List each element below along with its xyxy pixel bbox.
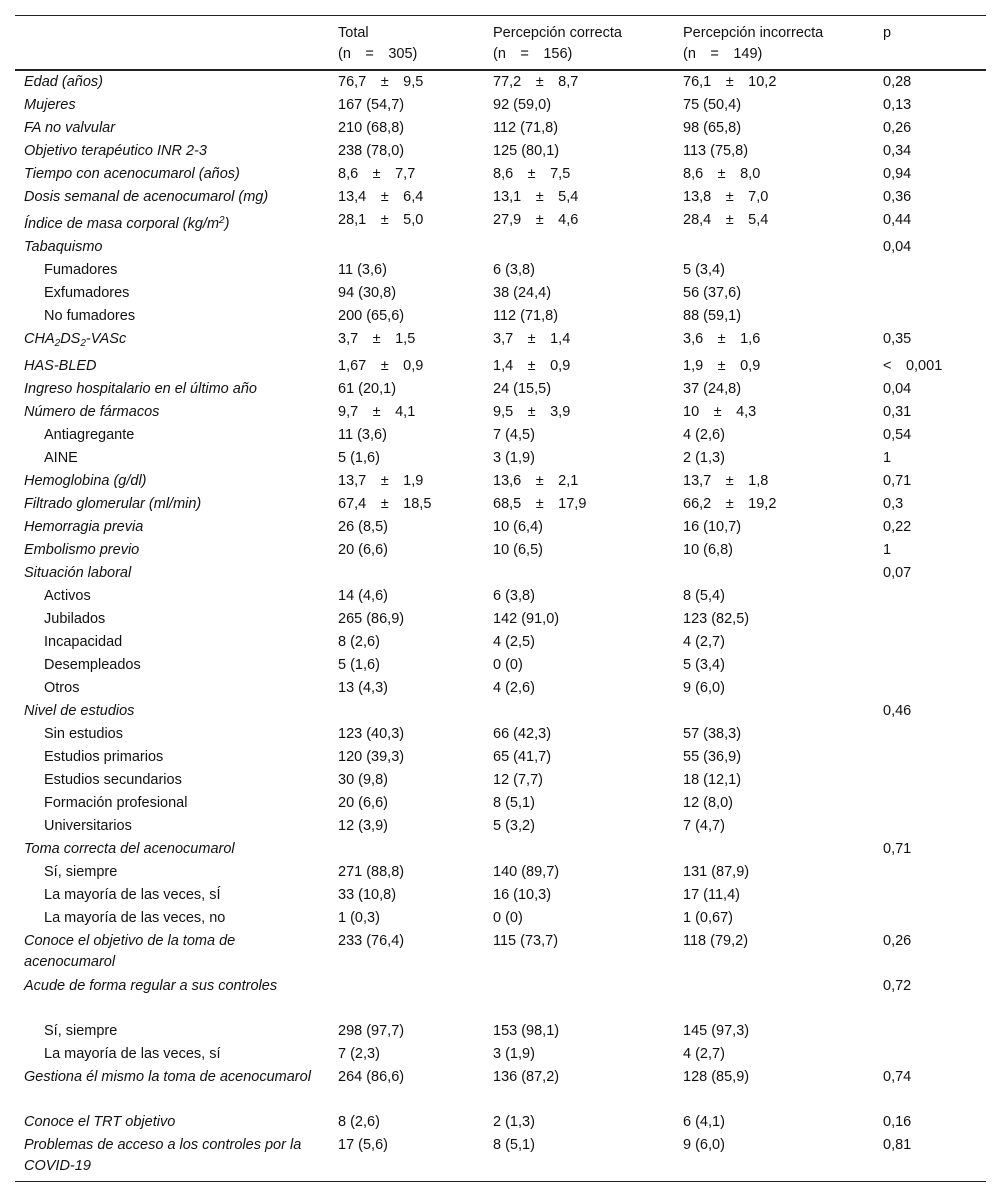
cell-incorrect: 8 (5,4) [683,587,725,604]
table-row [15,907,986,930]
cell-correct: 8 (5,1) [484,1134,674,1182]
table-body [15,70,986,1182]
cell-total: 13,7 ± 1,9 [338,472,424,489]
header-correct-perception: Percepción correcta (n = 156) [484,16,674,70]
row-label: Fumadores [44,261,118,278]
cell-incorrect: 18 (12,1) [683,771,742,788]
table-row [15,424,986,447]
row-label: Estudios primarios [44,748,164,765]
row-label: Sí, siempre [44,863,118,880]
cell-p-value [874,259,986,282]
row-label: Sí, siempre [44,1022,118,1039]
table-row [15,305,986,328]
row-label: Desempleados [44,656,141,673]
cell-incorrect: 4 (2,7) [683,633,725,650]
label-text: ) [224,215,230,232]
cell-correct: 77,2 ± 8,7 [493,73,579,90]
cell-total: 5 (1,6) [338,449,380,466]
cell-incorrect: 17 (11,4) [683,886,740,903]
cell-correct: 3 (1,9) [493,449,535,466]
row-label: Problemas de acceso a los controles por la COVID-19 [15,1134,329,1182]
row-label [15,328,329,355]
row-label: Sin estudios [44,725,123,742]
cell-correct [484,700,674,723]
cell-incorrect [674,700,874,723]
row-label: Conoce el TRT objetivo [24,1113,176,1130]
cell-p-value: 0,72 [883,977,912,994]
table-row [15,723,986,746]
cell-incorrect: 57 (38,3) [683,725,742,742]
cell-incorrect: 3,6 ± 1,6 [683,330,761,347]
cell-incorrect: 88 (59,1) [683,307,742,324]
table-row [15,1066,986,1111]
cell-incorrect: 76,1 ± 10,2 [683,73,777,90]
cell-incorrect: 118 (79,2) [683,932,749,949]
cell-correct: 13,1 ± 5,4 [493,188,579,205]
table-row [15,328,986,355]
cell-total: 210 (68,8) [338,119,405,136]
cell-correct: 1,4 ± 0,9 [493,357,571,374]
cell-p-value: 0,31 [883,403,912,420]
cell-p-value: < 0,001 [883,357,943,374]
cell-correct: 10 (6,5) [493,541,543,558]
cell-p-value: 0,22 [883,518,912,535]
cell-p-value: 0,04 [883,238,912,255]
label-text: Índice de masa corporal (kg/m [24,215,220,232]
cell-incorrect [674,975,874,1020]
row-label: Embolismo previo [24,541,140,558]
table-row [15,792,986,815]
row-label: Tiempo con acenocumarol (años) [24,165,240,182]
cell-incorrect: 1,9 ± 0,9 [683,357,761,374]
cell-incorrect: 4 (2,6) [683,426,725,443]
cell-p-value [874,677,986,700]
row-label: La mayoría de las veces, sí [44,1045,221,1062]
cell-correct: 8 (5,1) [493,794,535,811]
cell-correct [484,975,674,1020]
cell-total: 167 (54,7) [338,96,405,113]
table-row [15,975,986,1020]
cell-incorrect: 55 (36,9) [683,748,742,765]
table-row [15,163,986,186]
row-label: Gestiona él mismo la toma de acenocumarol [24,1068,311,1085]
table-row [15,1043,986,1066]
table-row [15,769,986,792]
table-row [15,930,986,975]
row-label: Ingreso hospitalario en el último año [24,380,257,397]
row-label: Toma correcta del acenocumarol [24,840,235,857]
cell-incorrect: 113 (75,8) [683,142,749,159]
table-row [15,1111,986,1134]
cell-correct: 2 (1,3) [493,1113,535,1130]
row-label: Número de fármacos [24,403,160,420]
row-label: La mayoría de las veces, no [44,909,226,926]
row-label: Nivel de estudios [24,702,135,719]
header-p-value: p [874,16,986,70]
row-label: Acude de forma regular a sus controles [24,977,278,994]
cell-p-value: 0,26 [883,119,912,136]
table-row [15,539,986,562]
cell-correct: 10 (6,4) [493,518,543,535]
cell-p-value: 0,3 [883,495,904,512]
cell-total: 33 (10,8) [338,886,397,903]
cell-p-value: 0,26 [883,932,912,949]
header-label [15,16,329,70]
cell-p-value: 0,13 [883,96,912,113]
cell-p-value [874,792,986,815]
cell-correct: 6 (3,8) [493,261,535,278]
table-row [15,838,986,861]
cell-incorrect: 145 (97,3) [683,1022,750,1039]
cell-incorrect: 131 (87,9) [683,863,750,880]
cell-incorrect: 123 (82,5) [683,610,750,627]
cell-total: 9,7 ± 4,1 [338,403,416,420]
row-label: Otros [44,679,80,696]
cell-p-value [874,861,986,884]
table-row [15,236,986,259]
row-label: HAS-BLED [24,357,97,374]
cell-correct: 136 (87,2) [493,1068,560,1085]
header-incorrect-perception: Percepción incorrecta (n = 149) [674,16,874,70]
row-label [15,209,329,236]
cell-p-value: 0,44 [883,211,912,228]
row-label: Dosis semanal de acenocumarol (mg) [24,188,269,205]
cell-p-value: 0,34 [883,142,912,159]
cell-total: 265 (86,9) [338,610,405,627]
row-label: Antiagregante [44,426,135,443]
cell-p-value [874,723,986,746]
cell-p-value: 0,74 [883,1068,912,1085]
cell-p-value: 0,36 [883,188,912,205]
cell-p-value [874,654,986,677]
cell-total: 123 (40,3) [338,725,405,742]
cell-total: 1,67 ± 0,9 [338,357,424,374]
table-row [15,186,986,209]
cell-p-value: 0,46 [883,702,912,719]
cell-p-value [874,1043,986,1066]
cell-incorrect: 98 (65,8) [683,119,742,136]
cell-correct: 115 (73,7) [493,932,559,949]
cell-incorrect [674,562,874,585]
cell-total: 61 (20,1) [338,380,397,397]
cell-total [329,975,484,1020]
label-subscript: 2 [54,337,61,349]
cell-correct: 142 (91,0) [493,610,560,627]
cell-correct: 4 (2,6) [493,679,535,696]
cell-total: 271 (88,8) [338,863,405,880]
cell-incorrect: 16 (10,7) [683,518,742,535]
cell-incorrect: 75 (50,4) [683,96,742,113]
cell-total [329,838,484,861]
cell-correct: 38 (24,4) [493,284,552,301]
cell-incorrect: 5 (3,4) [683,261,725,278]
cell-total: 13 (4,3) [338,679,388,696]
cell-total: 8,6 ± 7,7 [338,165,416,182]
cell-total: 14 (4,6) [338,587,388,604]
table-row [15,70,986,94]
row-label: AINE [44,449,78,466]
cell-correct: 8,6 ± 7,5 [493,165,571,182]
cell-correct [484,562,674,585]
table-row [15,94,986,117]
cell-correct: 3 (1,9) [493,1045,535,1062]
row-label: Mujeres [24,96,76,113]
cell-p-value [874,1020,986,1043]
cell-total: 17 (5,6) [329,1134,484,1182]
table-row [15,140,986,163]
cell-p-value: 0,81 [874,1134,986,1182]
cell-p-value [874,815,986,838]
table-row [15,117,986,140]
cell-total [329,700,484,723]
cell-correct: 112 (71,8) [493,307,559,324]
table-row [15,746,986,769]
cell-incorrect: 66,2 ± 19,2 [683,495,777,512]
row-label: Incapacidad [44,633,123,650]
table-row [15,654,986,677]
cell-p-value: 0,04 [883,380,912,397]
cell-correct: 24 (15,5) [493,380,552,397]
cell-incorrect: 8,6 ± 8,0 [683,165,761,182]
cell-incorrect: 5 (3,4) [683,656,725,673]
cell-total: 26 (8,5) [338,518,388,535]
cell-correct: 140 (89,7) [493,863,560,880]
cell-p-value: 0,54 [883,426,912,443]
cell-p-value: 1 [883,449,892,466]
cell-correct: 16 (10,3) [493,886,552,903]
label-subscript: 2 [80,337,86,349]
table-row [15,493,986,516]
cell-total: 12 (3,9) [338,817,388,834]
row-label: Conoce el objetivo de la toma de acenocumarol [24,932,236,970]
cell-incorrect: 9 (6,0) [683,679,725,696]
cell-total: 20 (6,6) [338,541,388,558]
cell-incorrect: 128 (85,9) [683,1068,750,1085]
cell-correct: 66 (42,3) [493,725,552,742]
table-row [15,1134,986,1182]
cell-correct: 92 (59,0) [493,96,552,113]
row-label: Hemorragia previa [24,518,144,535]
cell-p-value [874,746,986,769]
cell-p-value: 0,28 [883,73,912,90]
label-superscript: 2 [219,214,225,226]
row-label: Objetivo terapéutico INR 2-3 [24,142,207,159]
cell-p-value: 1 [883,541,892,558]
row-label: Edad (años) [24,73,103,90]
cell-incorrect: 2 (1,3) [683,449,725,466]
table-row [15,282,986,305]
cell-total: 5 (1,6) [338,656,380,673]
cell-correct: 125 (80,1) [493,142,560,159]
cell-total: 264 (86,6) [338,1068,405,1085]
cell-correct: 12 (7,7) [493,771,543,788]
table-row [15,815,986,838]
cell-p-value [874,282,986,305]
cell-incorrect: 7 (4,7) [683,817,725,834]
cell-correct: 3,7 ± 1,4 [493,330,571,347]
characteristics-table [15,15,986,1182]
cell-incorrect: 13,7 ± 1,8 [683,472,769,489]
cell-total: 8 (2,6) [338,633,380,650]
cell-incorrect: 10 ± 4,3 [683,403,757,420]
cell-incorrect: 56 (37,6) [683,284,742,301]
cell-total: 7 (2,3) [338,1045,380,1062]
table-row [15,562,986,585]
cell-total [329,562,484,585]
row-label: Activos [44,587,91,604]
cell-p-value: 0,71 [883,840,912,857]
table-row [15,209,986,236]
cell-incorrect: 4 (2,7) [683,1045,725,1062]
cell-incorrect: 1 (0,67) [683,909,733,926]
cell-incorrect [674,838,874,861]
cell-p-value: 0,35 [883,330,912,347]
table-row [15,631,986,654]
cell-incorrect: 13,8 ± 7,0 [683,188,769,205]
table-row [15,259,986,282]
table-row [15,677,986,700]
table-row [15,700,986,723]
cell-total: 76,7 ± 9,5 [338,73,424,90]
cell-total: 30 (9,8) [338,771,388,788]
cell-p-value [874,631,986,654]
cell-total: 28,1 ± 5,0 [338,211,424,228]
cell-incorrect: 12 (8,0) [683,794,733,811]
cell-correct: 9,5 ± 3,9 [493,403,571,420]
cell-incorrect [674,236,874,259]
cell-total: 8 (2,6) [338,1113,380,1130]
table-row [15,585,986,608]
cell-p-value [874,585,986,608]
header-total: Total (n = 305) [329,16,484,70]
cell-total: 67,4 ± 18,5 [338,495,432,512]
table-row [15,1020,986,1043]
row-label: No fumadores [44,307,136,324]
cell-p-value [874,769,986,792]
cell-total: 20 (6,6) [338,794,388,811]
cell-correct: 153 (98,1) [493,1022,560,1039]
label-text: CHA [24,330,55,347]
table-row [15,608,986,631]
cell-p-value [874,884,986,907]
cell-correct: 13,6 ± 2,1 [493,472,579,489]
cell-correct: 0 (0) [493,656,523,673]
cell-correct: 65 (41,7) [493,748,552,765]
label-text: DS [60,330,81,347]
cell-total: 298 (97,7) [338,1022,405,1039]
row-label: La mayoría de las veces, sÍ [44,886,221,903]
table-row [15,378,986,401]
row-label: Filtrado glomerular (ml/min) [24,495,202,512]
table-row [15,861,986,884]
cell-total: 13,4 ± 6,4 [338,188,424,205]
row-label: Situación laboral [24,564,132,581]
cell-total: 233 (76,4) [338,932,405,949]
row-label: Estudios secundarios [44,771,182,788]
cell-correct: 5 (3,2) [493,817,535,834]
cell-p-value: 0,07 [883,564,912,581]
cell-correct: 27,9 ± 4,6 [493,211,579,228]
cell-correct: 4 (2,5) [493,633,535,650]
header-row [15,16,986,70]
cell-correct: 112 (71,8) [493,119,559,136]
row-label: Universitarios [44,817,132,834]
cell-p-value: 0,71 [883,472,912,489]
cell-correct [484,838,674,861]
cell-correct: 7 (4,5) [493,426,535,443]
cell-incorrect: 9 (6,0) [674,1134,874,1182]
cell-total: 11 (3,6) [338,261,387,278]
row-label: Formación profesional [44,794,188,811]
table-header [15,16,986,70]
row-label: Hemoglobina (g/dl) [24,472,147,489]
table-row [15,516,986,539]
cell-p-value: 0,94 [883,165,912,182]
cell-p-value: 0,16 [883,1113,912,1130]
cell-correct [484,236,674,259]
table-row [15,401,986,424]
cell-total: 1 (0,3) [338,909,380,926]
cell-p-value [874,907,986,930]
cell-incorrect: 37 (24,8) [683,380,742,397]
table-row [15,470,986,493]
cell-correct: 68,5 ± 17,9 [493,495,587,512]
table-row [15,355,986,378]
cell-total: 11 (3,6) [338,426,387,443]
cell-correct: 0 (0) [493,909,523,926]
row-label: FA no valvular [24,119,116,136]
cell-total: 120 (39,3) [338,748,405,765]
cell-p-value [874,608,986,631]
cell-p-value [874,305,986,328]
table-row [15,447,986,470]
cell-correct: 6 (3,8) [493,587,535,604]
row-label: Jubilados [44,610,106,627]
label-text: -VASc [85,330,127,347]
cell-incorrect: 10 (6,8) [683,541,733,558]
cell-total: 238 (78,0) [338,142,405,159]
cell-total: 94 (30,8) [338,284,397,301]
table-row [15,884,986,907]
row-label: Exfumadores [44,284,130,301]
cell-incorrect: 6 (4,1) [683,1113,725,1130]
cell-total: 3,7 ± 1,5 [338,330,416,347]
cell-incorrect: 28,4 ± 5,4 [683,211,769,228]
cell-total: 200 (65,6) [338,307,405,324]
cell-total [329,236,484,259]
row-label: Tabaquismo [24,238,103,255]
